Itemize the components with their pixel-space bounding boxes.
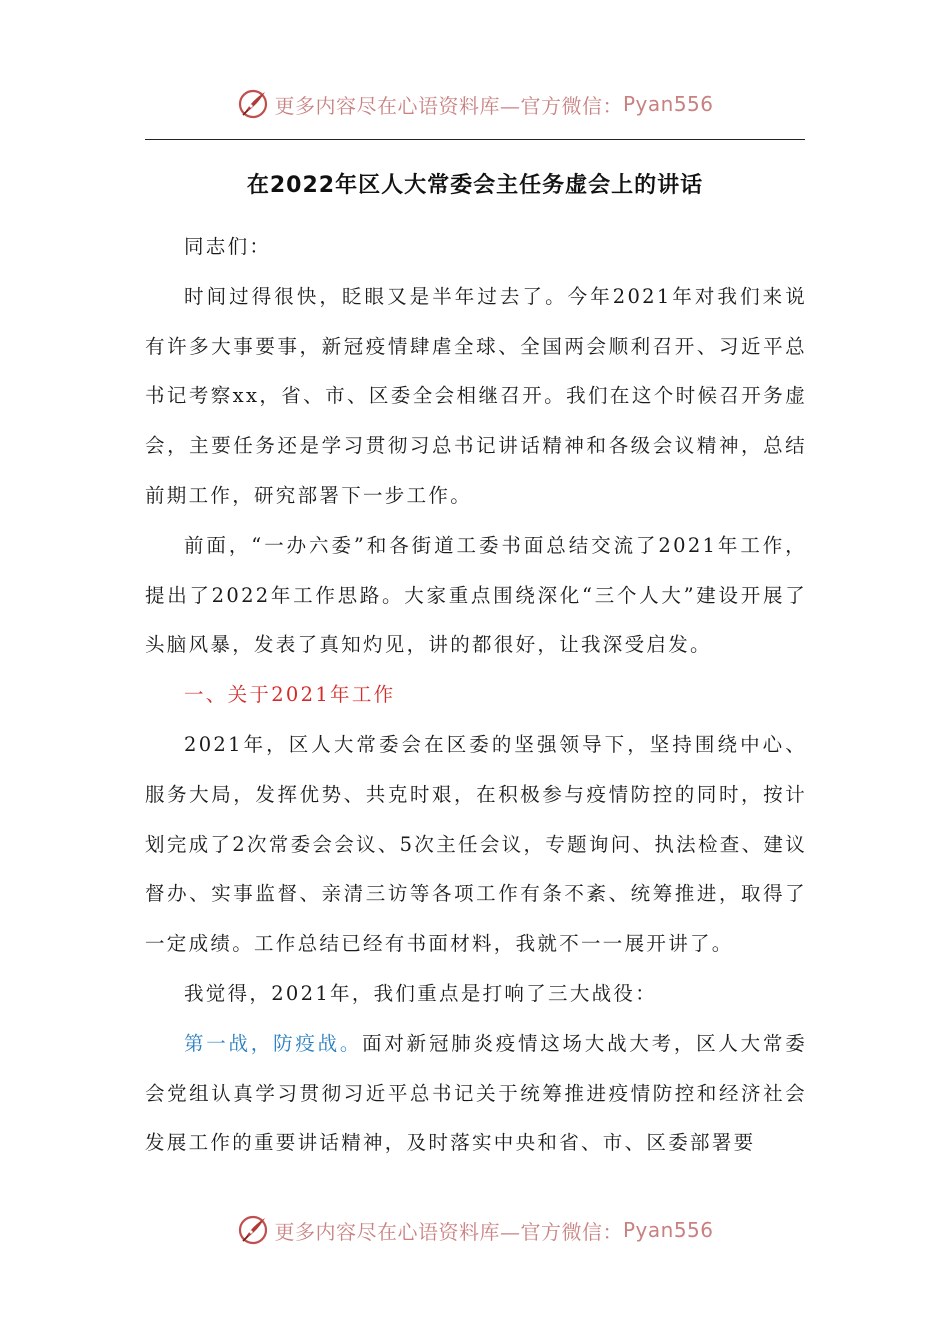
watermark-text: 更多内容尽在心语资料库—官方微信： [274, 93, 623, 118]
watermark-wechat-id: Pyan556 [622, 92, 714, 116]
header-watermark [0, 84, 950, 124]
watermark-text: 更多内容尽在心语资料库—官方微信： [274, 1219, 623, 1244]
battle-text: 面对新冠肺炎疫情这场大战大考，区人大常委会党组认真学习贯彻习近平总书记关于统筹推进疫情防控和经济社会发展工作的重要讲话精神，及时落实中央和省、市、区委部署要 [145, 1031, 807, 1155]
document-title: 在2022年区人大常委会主任务虚会上的讲话 [246, 173, 704, 198]
footer-watermark [0, 1210, 950, 1250]
section-paragraph-2: 我觉得，2021年，我们重点是打响了三大战役： [184, 981, 658, 1005]
quill-pen-logo-icon [236, 87, 270, 121]
section-paragraph-1: 2021年，区人大常委会在区委的坚强领导下，坚持围绕中心、服务大局，发挥优势、共克时艰，在积极参与疫情防控的同时，按计划完成了2次常委会会议、5次主任会议，专题询问、执法检查、建议督办、实事监督、亲清三访等各项工作有条不紊、统筹推进，取得了一定成绩。工作总结已经有书面材料，我就不一一展开讲了。 [145, 732, 807, 956]
battle-lead: 第一战，防疫战。 [184, 1031, 363, 1055]
salutation: 同志们： [184, 235, 272, 258]
quill-pen-logo-icon [236, 1213, 270, 1247]
battle-paragraph [145, 1019, 807, 1168]
section-heading: 一、关于2021年工作 [184, 683, 396, 707]
document-body [145, 222, 807, 1168]
watermark-wechat-id: Pyan556 [622, 1218, 714, 1242]
header-divider [145, 139, 805, 140]
paragraph-2: 前面，“一办六委”和各街道工委书面总结交流了2021年工作，提出了2022年工作思路。大家重点围绕深化“三个人大”建设开展了头脑风暴，发表了真知灼见，讲的都很好，让我深受启发。 [145, 533, 807, 657]
paragraph-1: 时间过得很快，眨眼又是半年过去了。今年2021年对我们来说有许多大事要事，新冠疫情肆虐全球、全国两会顺利召开、习近平总书记考察xx，省、市、区委全会相继召开。我们在这个时候召开务虚会，主要任务还是学习贯彻习总书记讲话精神和各级会议精神，总结前期工作，研究部署下一步工作。 [145, 284, 807, 507]
